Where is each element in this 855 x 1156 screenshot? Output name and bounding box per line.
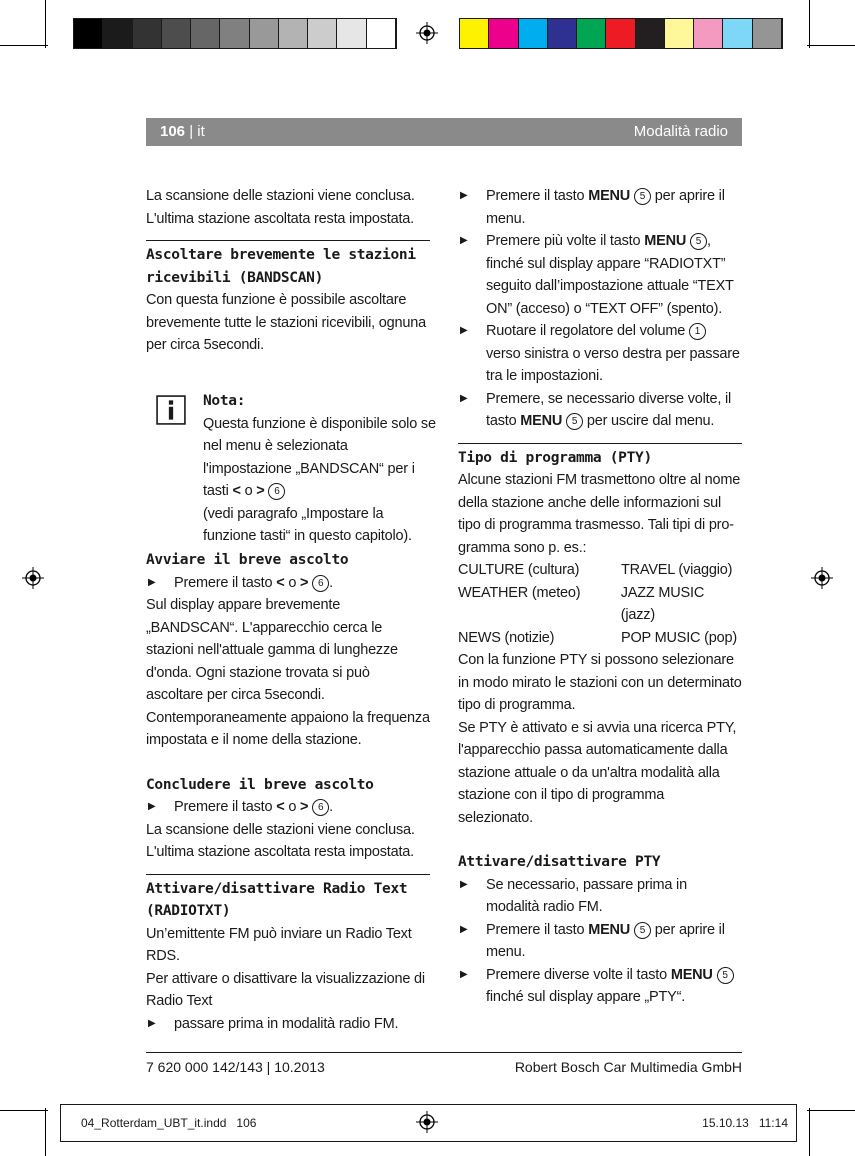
pty-type-cell: JAZZ MUSIC (jazz) xyxy=(620,584,705,623)
page-header xyxy=(146,118,742,146)
right-column xyxy=(458,185,742,1009)
color-swatch xyxy=(74,19,103,48)
left-column xyxy=(146,185,430,357)
paragraph: Se PTY è attivato e si avvia una ricerca PTY, l'apparecchio passa automaticamente dalla stazione attuale o da un'altra modalità alla stazione con il tipo di programma selezionato. xyxy=(458,719,737,826)
pty-type-row xyxy=(458,627,742,650)
paragraph: La scansione delle stazioni viene conclusa. xyxy=(146,821,415,838)
crop-mark xyxy=(809,1108,810,1156)
crop-mark xyxy=(0,1110,48,1111)
key-number-badge: 6 xyxy=(312,575,329,592)
color-swatch xyxy=(367,19,396,48)
color-swatch xyxy=(489,19,518,48)
left-column-lower xyxy=(146,549,430,1035)
pty-type-table xyxy=(458,559,742,649)
section-title: Modalità radio xyxy=(633,123,728,140)
color-swatch xyxy=(103,19,132,48)
section-heading: Avviare il breve ascolto xyxy=(146,552,349,568)
instruction-step: ▶ Premere il tasto MENU 5 per aprire il menu. xyxy=(458,919,742,964)
pty-type-cell: TRAVEL (viaggio) xyxy=(621,562,733,578)
crop-mark xyxy=(0,45,48,46)
key-number-badge: 5 xyxy=(634,922,651,939)
paragraph: Un’emittente FM può inviare un Radio Text RDS. xyxy=(146,925,412,964)
crop-mark xyxy=(809,0,810,48)
key-number-badge: 6 xyxy=(268,483,285,500)
paragraph: L'ultima stazione ascoltata resta impostata. xyxy=(146,844,414,860)
instruction-step: ▶ Premere il tasto < o > 6 . xyxy=(146,572,430,595)
color-swatch xyxy=(460,19,489,48)
pty-type-row xyxy=(458,582,742,627)
instruction-step: ▶ Premere diverse volte il tasto MENU 5 finché sul display appare „PTY“. xyxy=(458,964,742,1009)
instruction-step: ▶ passare prima in modalità radio FM. xyxy=(146,1013,430,1036)
key-number-badge: 5 xyxy=(690,233,707,250)
color-swatch xyxy=(279,19,308,48)
color-swatch xyxy=(694,19,723,48)
color-swatch xyxy=(519,19,548,48)
registration-mark-icon xyxy=(811,567,833,589)
color-swatch xyxy=(162,19,191,48)
instruction-step: ▶ Premere, se necessario diverse volte, il tasto MENU 5 per uscire dal menu. xyxy=(458,388,742,433)
paragraph: Con la funzione PTY si possono selezionare in modo mirato le stazioni con un determinato tipo di programma. xyxy=(458,652,742,713)
key-number-badge: 5 xyxy=(634,188,651,205)
pty-type-cell: CULTURE (cultura) xyxy=(458,562,580,578)
color-swatch xyxy=(220,19,249,48)
paragraph: Sul display appare brevemente „BANDSCAN“. L'apparecchio cerca le stazioni nell'attuale gamma di lunghezze d'onda. Ogni stazione trovata si può ascoltare per circa 5secondi. Contemporaneamente appaiono la frequenza impostata e il nome della stazione. xyxy=(146,597,430,748)
instruction-step: ▶ Ruotare il regolatore del volume 1 verso sinistra o verso destra per passare tra le impostazioni. xyxy=(458,320,742,388)
pty-type-cell: POP MUSIC (pop) xyxy=(621,629,737,646)
key-number-badge: 5 xyxy=(566,413,583,430)
document-number: 7 620 000 142/143 | 10.2013 xyxy=(146,1059,325,1075)
paragraph: Con questa funzione è possibile ascoltare brevemente tutte le stazioni ricevibili, ognuna per circa 5secondi. xyxy=(146,292,426,353)
key-number-badge: 6 xyxy=(312,799,329,816)
section-heading: Concludere il breve ascolto xyxy=(146,776,374,793)
color-swatch xyxy=(548,19,577,48)
instruction-step: ▶ Premere il tasto < o > 6 . xyxy=(146,796,430,819)
color-swatch-bar xyxy=(459,18,783,49)
pty-type-cell: NEWS (notizie) xyxy=(458,629,555,646)
page-footer xyxy=(146,1052,742,1075)
note-text: Questa funzione è disponibile solo se nel menu è selezionata l'impostazione „BANDSCAN“ per i tasti < o > 6 (vedi paragrafo „Impostare la funzione tasti“ in questo capitolo). xyxy=(203,415,436,544)
note-title: Nota: xyxy=(203,393,246,409)
registration-mark-icon xyxy=(22,567,44,589)
color-swatch xyxy=(636,19,665,48)
crop-mark xyxy=(807,45,855,46)
paragraph: La scansione delle stazioni viene conclusa. xyxy=(146,188,415,204)
color-swatch xyxy=(606,19,635,48)
section-heading: Attivare/disattivare Radio Text (RADIOTXT) xyxy=(146,874,430,923)
slug-filename: 04_Rotterdam_UBT_it.indd 106 xyxy=(81,1116,257,1130)
paragraph: Alcune stazioni FM trasmettono oltre al nome della stazione anche delle informazioni sul tipo di programma trasmesso. Tali tipi di pro-gramma sono p. es.: xyxy=(458,472,741,556)
color-swatch xyxy=(191,19,220,48)
print-slug xyxy=(60,1104,797,1142)
instruction-step: ▶ Premere più volte il tasto MENU 5 , finché sul display appare “RADIOTXT” seguito dall’impostazione attuale “TEXT ON” (acceso) o “TEXT OFF” (spento). xyxy=(458,230,742,320)
crop-mark xyxy=(45,1108,46,1156)
instruction-step: ▶ Premere il tasto MENU 5 per aprire il menu. xyxy=(458,185,742,230)
crop-mark xyxy=(807,1110,855,1111)
section-heading: Attivare/disattivare PTY xyxy=(458,854,661,870)
info-icon xyxy=(156,395,186,425)
slug-timestamp: 15.10.13 11:14 xyxy=(702,1116,788,1130)
color-swatch xyxy=(665,19,694,48)
color-swatch xyxy=(308,19,337,48)
grayscale-swatch-bar xyxy=(73,18,397,49)
pty-type-cell: WEATHER (meteo) xyxy=(458,584,581,601)
color-swatch xyxy=(723,19,752,48)
key-number-badge: 5 xyxy=(717,967,734,984)
section-heading: Tipo di programma (PTY) xyxy=(458,443,742,470)
color-swatch xyxy=(133,19,162,48)
publisher: Robert Bosch Car Multimedia GmbH xyxy=(514,1059,742,1075)
section-heading: Ascoltare brevemente le stazioni ricevibili (BANDSCAN) xyxy=(146,240,430,289)
color-swatch xyxy=(337,19,366,48)
page-number: 106 | it xyxy=(160,123,205,140)
paragraph: L'ultima stazione ascoltata resta impostata. xyxy=(146,210,414,227)
key-number-badge: 1 xyxy=(689,323,706,340)
pty-type-row xyxy=(458,559,742,582)
color-swatch xyxy=(753,19,782,48)
color-swatch xyxy=(250,19,279,48)
registration-mark-icon xyxy=(416,22,438,44)
color-swatch xyxy=(577,19,606,48)
paragraph: Per attivare o disattivare la visualizzazione di Radio Text xyxy=(146,970,425,1009)
crop-mark xyxy=(45,0,46,48)
instruction-step: ▶ Se necessario, passare prima in modalità radio FM. xyxy=(458,874,742,919)
note-content xyxy=(203,390,436,548)
